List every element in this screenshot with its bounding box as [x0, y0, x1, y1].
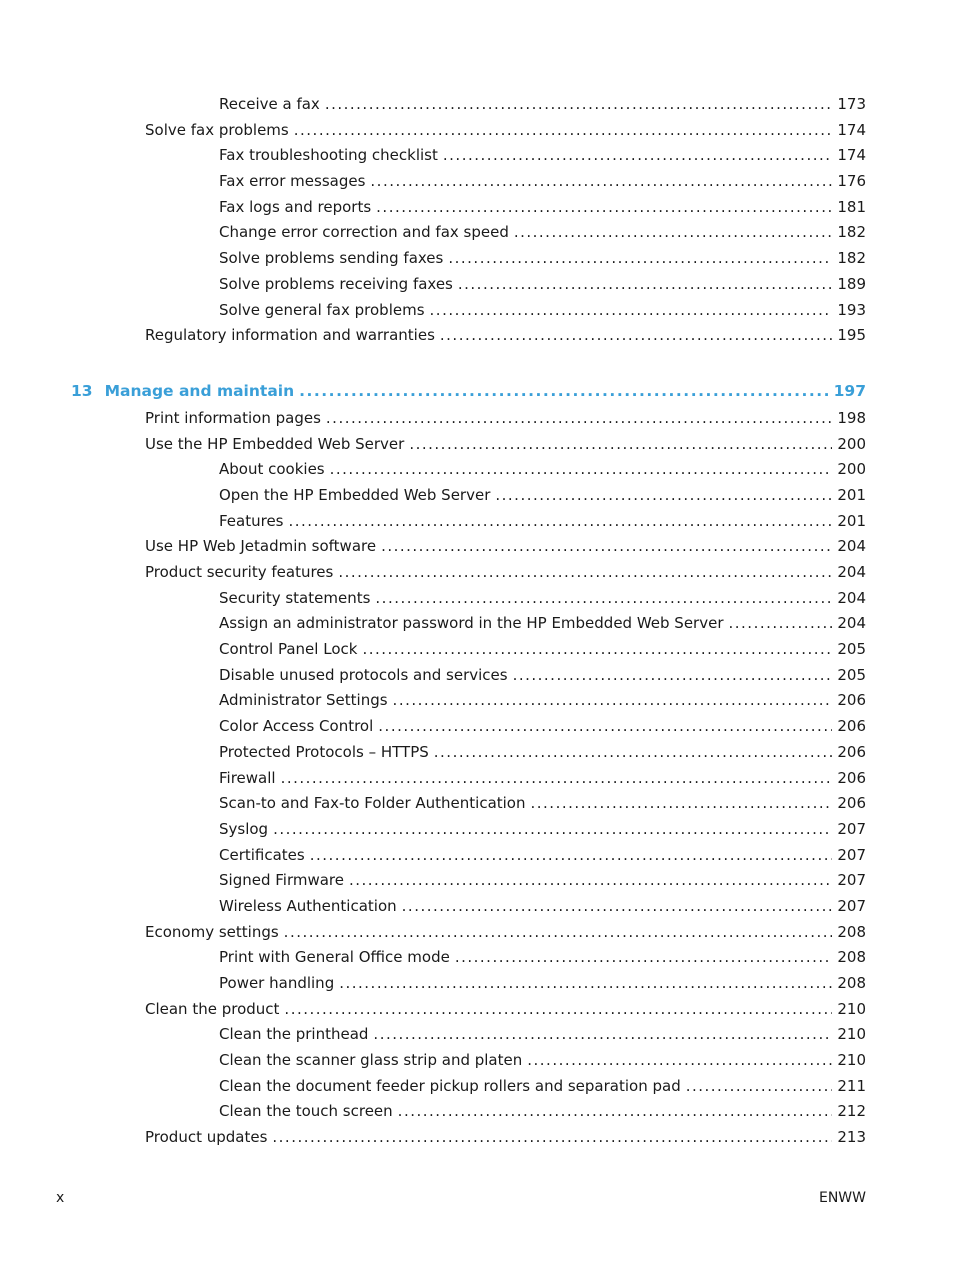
- chapter-page-number: 197: [833, 381, 866, 400]
- toc-entry[interactable]: [0, 118, 954, 144]
- toc-entry[interactable]: [0, 406, 954, 432]
- dot-leader: [272, 1125, 832, 1151]
- toc-entry-title: Clean the product: [145, 999, 280, 1018]
- toc-entry-title: Protected Protocols – HTTPS: [219, 742, 429, 761]
- toc-entry[interactable]: [0, 509, 954, 535]
- toc-entry-page-number: 204: [837, 614, 866, 633]
- toc-entry-title: Fax logs and reports: [219, 197, 372, 216]
- footer-page-number: x: [56, 1190, 65, 1206]
- toc-entry[interactable]: [0, 997, 954, 1023]
- toc-entry-page-number: 206: [837, 717, 866, 736]
- toc-entry-page-number: 208: [837, 948, 866, 967]
- toc-entry-page-number: 210: [837, 1051, 866, 1070]
- dot-leader: [527, 1048, 832, 1074]
- toc-entry-title: Certificates: [219, 845, 305, 864]
- dot-leader: [338, 560, 832, 586]
- dot-leader: [339, 971, 832, 997]
- toc-entry-page-number: 195: [837, 326, 866, 345]
- toc-entry-title: Use HP Web Jetadmin software: [145, 537, 377, 556]
- dot-leader: [362, 637, 832, 663]
- toc-entry-page-number: 212: [837, 1102, 866, 1121]
- toc-entry-page-number: 201: [837, 485, 866, 504]
- toc-entry-title: Change error correction and fax speed: [219, 223, 509, 242]
- dot-leader: [440, 323, 832, 349]
- toc-entry-page-number: 208: [837, 974, 866, 992]
- toc-entry-title: Assign an administrator password in the HP Embedded Web Server: [219, 614, 724, 633]
- toc-entry[interactable]: [0, 169, 954, 195]
- toc-entry[interactable]: [0, 534, 954, 560]
- dot-leader: [434, 740, 833, 766]
- footer-code: ENWW: [818, 1190, 866, 1206]
- toc-entry-page-number: 173: [837, 95, 866, 113]
- toc-entry[interactable]: [0, 894, 954, 920]
- toc-entry[interactable]: [0, 714, 954, 740]
- toc-entry[interactable]: [0, 1022, 954, 1048]
- toc-entry-title: Solve problems receiving faxes: [219, 274, 453, 293]
- toc-entry-page-number: 176: [837, 172, 866, 191]
- dot-leader: [284, 997, 832, 1023]
- toc-entry-title: Color Access Control: [219, 717, 374, 736]
- dot-leader: [373, 1022, 832, 1048]
- dot-leader: [376, 195, 832, 221]
- toc-entry[interactable]: [0, 1099, 954, 1125]
- dot-leader: [398, 1099, 833, 1125]
- toc-entry[interactable]: [0, 246, 954, 272]
- toc-entry-page-number: 206: [837, 768, 866, 787]
- toc-entry-page-number: 207: [837, 896, 866, 915]
- toc-entry-page-number: 213: [837, 1128, 866, 1147]
- toc-entry-title: Print information pages: [145, 408, 321, 427]
- toc-entry[interactable]: [0, 688, 954, 714]
- toc-entry-page-number: 206: [837, 691, 866, 710]
- toc-entry-page-number: 200: [837, 460, 866, 479]
- dot-leader: [378, 714, 832, 740]
- toc-entry-title: Fax troubleshooting checklist: [219, 146, 438, 165]
- dot-leader: [330, 457, 833, 483]
- dot-leader: [430, 298, 833, 324]
- toc-entry-title: Power handling: [219, 974, 335, 992]
- toc-entry[interactable]: [0, 560, 954, 586]
- toc-entry[interactable]: [0, 457, 954, 483]
- toc-entry[interactable]: [0, 843, 954, 869]
- toc-entry-page-number: 211: [837, 1076, 866, 1095]
- dot-leader: [393, 688, 833, 714]
- toc-entry-title: Use the HP Embedded Web Server: [145, 434, 405, 453]
- dot-leader: [281, 766, 833, 792]
- dot-leader: [375, 586, 832, 612]
- dot-leader: [299, 376, 829, 406]
- toc-entry[interactable]: [0, 920, 954, 946]
- toc-entry-title: Clean the printhead: [219, 1025, 369, 1044]
- toc-entry-title: Receive a fax: [219, 95, 320, 113]
- toc-entry-title: Clean the document feeder pickup rollers and separation pad: [219, 1076, 681, 1095]
- dot-leader: [310, 843, 833, 869]
- dot-leader: [294, 118, 833, 144]
- toc-entry[interactable]: [0, 971, 954, 997]
- toc-entry-page-number: 204: [837, 588, 866, 607]
- dot-leader: [448, 246, 832, 272]
- dot-leader: [729, 611, 833, 637]
- toc-entry-title: Product security features: [145, 563, 334, 581]
- dot-leader: [273, 817, 832, 843]
- toc-entry-title: Product updates: [145, 1128, 268, 1147]
- dot-leader: [289, 509, 833, 535]
- toc-entry-title: Economy settings: [145, 922, 279, 941]
- toc-entry[interactable]: [0, 483, 954, 509]
- toc-entry-page-number: 193: [837, 300, 866, 319]
- toc-entry[interactable]: [0, 1048, 954, 1074]
- chapter-title: Manage and maintain: [104, 381, 295, 400]
- toc-section-before: [0, 92, 954, 349]
- toc-entry-title: Control Panel Lock: [219, 640, 358, 659]
- toc-entry[interactable]: [0, 220, 954, 246]
- table-of-contents: [0, 92, 954, 1151]
- toc-entry-title: Solve problems sending faxes: [219, 249, 444, 268]
- toc-entry-title: Regulatory information and warranties: [145, 326, 435, 345]
- toc-entry-page-number: 198: [837, 408, 866, 427]
- toc-entry[interactable]: [0, 432, 954, 458]
- toc-entry-title: Fax error messages: [219, 172, 366, 191]
- toc-entry-page-number: 206: [837, 742, 866, 761]
- toc-entry[interactable]: [0, 92, 954, 118]
- toc-entry-title: Disable unused protocols and services: [219, 665, 508, 684]
- toc-entry-title: Clean the scanner glass strip and platen: [219, 1051, 523, 1070]
- chapter-number: 13: [71, 381, 93, 400]
- toc-entry[interactable]: [0, 945, 954, 971]
- dot-leader: [458, 272, 832, 298]
- toc-entry-title: Security statements: [219, 588, 371, 607]
- toc-entry-title: Print with General Office mode: [219, 948, 450, 967]
- toc-entry[interactable]: [0, 272, 954, 298]
- toc-entry[interactable]: [0, 323, 954, 349]
- dot-leader: [325, 92, 833, 118]
- toc-section-after: [0, 406, 954, 1151]
- toc-entry-page-number: 206: [837, 794, 866, 813]
- toc-entry-page-number: 205: [837, 640, 866, 659]
- toc-entry-page-number: 182: [837, 223, 866, 242]
- toc-entry-page-number: 207: [837, 819, 866, 838]
- toc-entry-page-number: 207: [837, 845, 866, 864]
- toc-entry[interactable]: [0, 740, 954, 766]
- toc-entry-page-number: 201: [837, 511, 866, 530]
- toc-entry[interactable]: [0, 1125, 954, 1151]
- toc-entry[interactable]: [0, 586, 954, 612]
- toc-entry[interactable]: [0, 817, 954, 843]
- dot-leader: [686, 1074, 833, 1100]
- toc-entry[interactable]: [0, 143, 954, 169]
- dot-leader: [381, 534, 832, 560]
- toc-entry-page-number: 205: [837, 665, 866, 684]
- toc-entry-title: Wireless Authentication: [219, 896, 397, 915]
- toc-entry-title: Features: [219, 511, 284, 530]
- chapter-heading[interactable]: [0, 376, 954, 406]
- dot-leader: [326, 406, 832, 432]
- toc-entry-page-number: 181: [837, 197, 866, 216]
- toc-entry[interactable]: [0, 298, 954, 324]
- toc-entry-page-number: 174: [837, 120, 866, 139]
- dot-leader: [370, 169, 832, 195]
- dot-leader: [349, 868, 832, 894]
- toc-entry[interactable]: [0, 766, 954, 792]
- toc-entry[interactable]: [0, 791, 954, 817]
- toc-entry[interactable]: [0, 663, 954, 689]
- toc-entry-page-number: 174: [837, 146, 866, 165]
- toc-entry-title: Clean the touch screen: [219, 1102, 393, 1121]
- dot-leader: [284, 920, 833, 946]
- dot-leader: [514, 220, 833, 246]
- dot-leader: [513, 663, 833, 689]
- dot-leader: [531, 791, 833, 817]
- dot-leader: [443, 143, 832, 169]
- dot-leader: [402, 894, 833, 920]
- toc-entry-title: Firewall: [219, 768, 276, 787]
- toc-entry-title: About cookies: [219, 460, 325, 479]
- dot-leader: [409, 432, 832, 458]
- toc-entry-page-number: 204: [837, 537, 866, 556]
- toc-entry-page-number: 210: [837, 1025, 866, 1044]
- toc-entry-page-number: 207: [837, 871, 866, 890]
- toc-entry-title: Solve fax problems: [145, 120, 289, 139]
- toc-entry[interactable]: [0, 611, 954, 637]
- toc-entry-title: Signed Firmware: [219, 871, 344, 890]
- toc-entry-page-number: 189: [837, 274, 866, 293]
- toc-entry-page-number: 204: [837, 563, 866, 581]
- toc-entry[interactable]: [0, 1074, 954, 1100]
- toc-entry[interactable]: [0, 637, 954, 663]
- toc-entry-page-number: 200: [837, 434, 866, 453]
- toc-entry[interactable]: [0, 868, 954, 894]
- dot-leader: [495, 483, 832, 509]
- toc-entry-title: Syslog: [219, 819, 269, 838]
- toc-entry-page-number: 210: [837, 999, 866, 1018]
- toc-entry-page-number: 182: [837, 249, 866, 268]
- toc-entry-title: Scan-to and Fax-to Folder Authentication: [219, 794, 526, 813]
- toc-entry-title: Administrator Settings: [219, 691, 388, 710]
- toc-entry-page-number: 208: [837, 922, 866, 941]
- toc-entry-title: Open the HP Embedded Web Server: [219, 485, 491, 504]
- dot-leader: [455, 945, 833, 971]
- toc-entry-title: Solve general fax problems: [219, 300, 425, 319]
- toc-entry[interactable]: [0, 195, 954, 221]
